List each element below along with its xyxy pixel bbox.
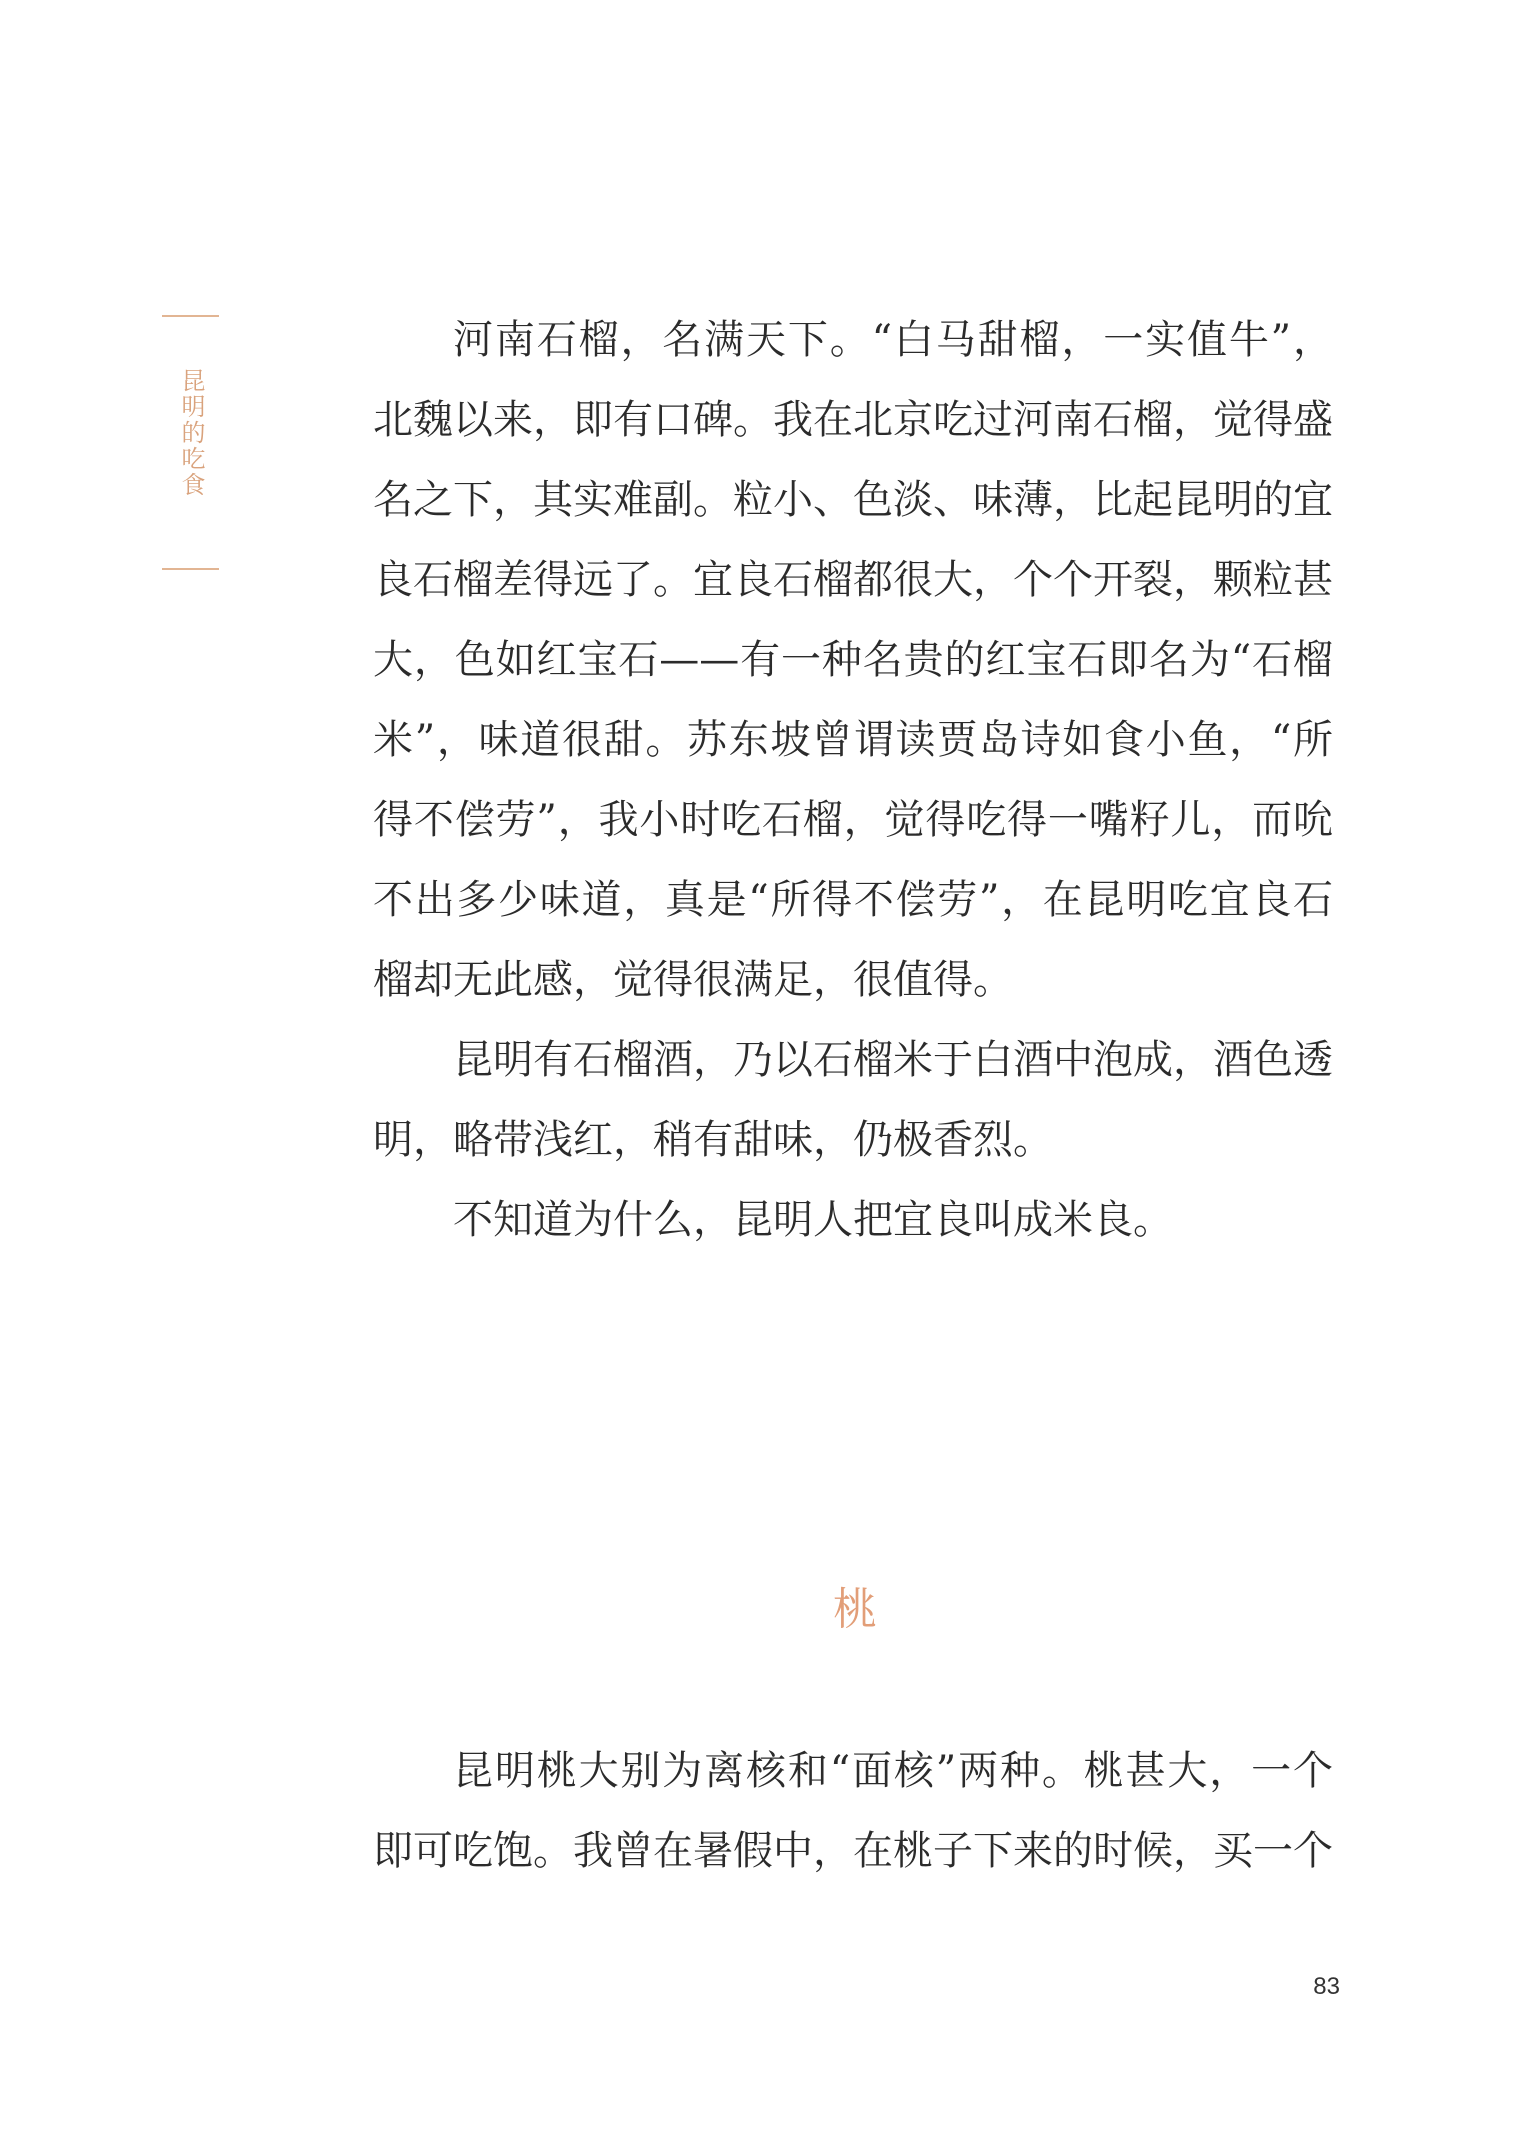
paragraph: 昆明桃大别为离核和“面核”两种。桃甚大，一个即可吃饱。我曾在暑假中，在桃子下来的时候，买一个 — [373, 1748, 1333, 1874]
paragraph: 河南石榴，名满天下。“白马甜榴，一实值牛”，北魏以来，即有口碑。我在北京吃过河南石榴，觉得盛名之下，其实难副。粒小、色淡、味薄，比起昆明的宜良石榴差得远了。宜良石榴都很大，个个开裂，颗粒甚大，色如红宝石——有一种名贵的红宝石即名为“石榴米”，味道很甜。苏东坡曾谓读贾岛诗如食小鱼，“所得不偿劳”，我小时吃石榴，觉得吃得一嘴籽儿，而吮不出多少味道，真是“所得不偿劳”，在昆明吃宜良石榴却无此感，觉得很满足，很值得。 — [373, 317, 1333, 1003]
section-pomegranate-text — [373, 300, 1333, 1260]
chapter-running-title: 昆明的吃食 — [177, 368, 205, 498]
sidebar-bottom-rule — [162, 568, 219, 570]
sidebar-top-rule — [162, 315, 219, 317]
page-number: 83 — [1313, 1973, 1340, 2000]
section-title: 桃 — [833, 1584, 877, 1635]
paragraph: 不知道为什么，昆明人把宜良叫成米良。 — [453, 1197, 1173, 1243]
section-peach-text — [373, 1731, 1333, 1891]
paragraph: 昆明有石榴酒，乃以石榴米于白酒中泡成，酒色透明，略带浅红，稍有甜味，仍极香烈。 — [373, 1037, 1333, 1163]
